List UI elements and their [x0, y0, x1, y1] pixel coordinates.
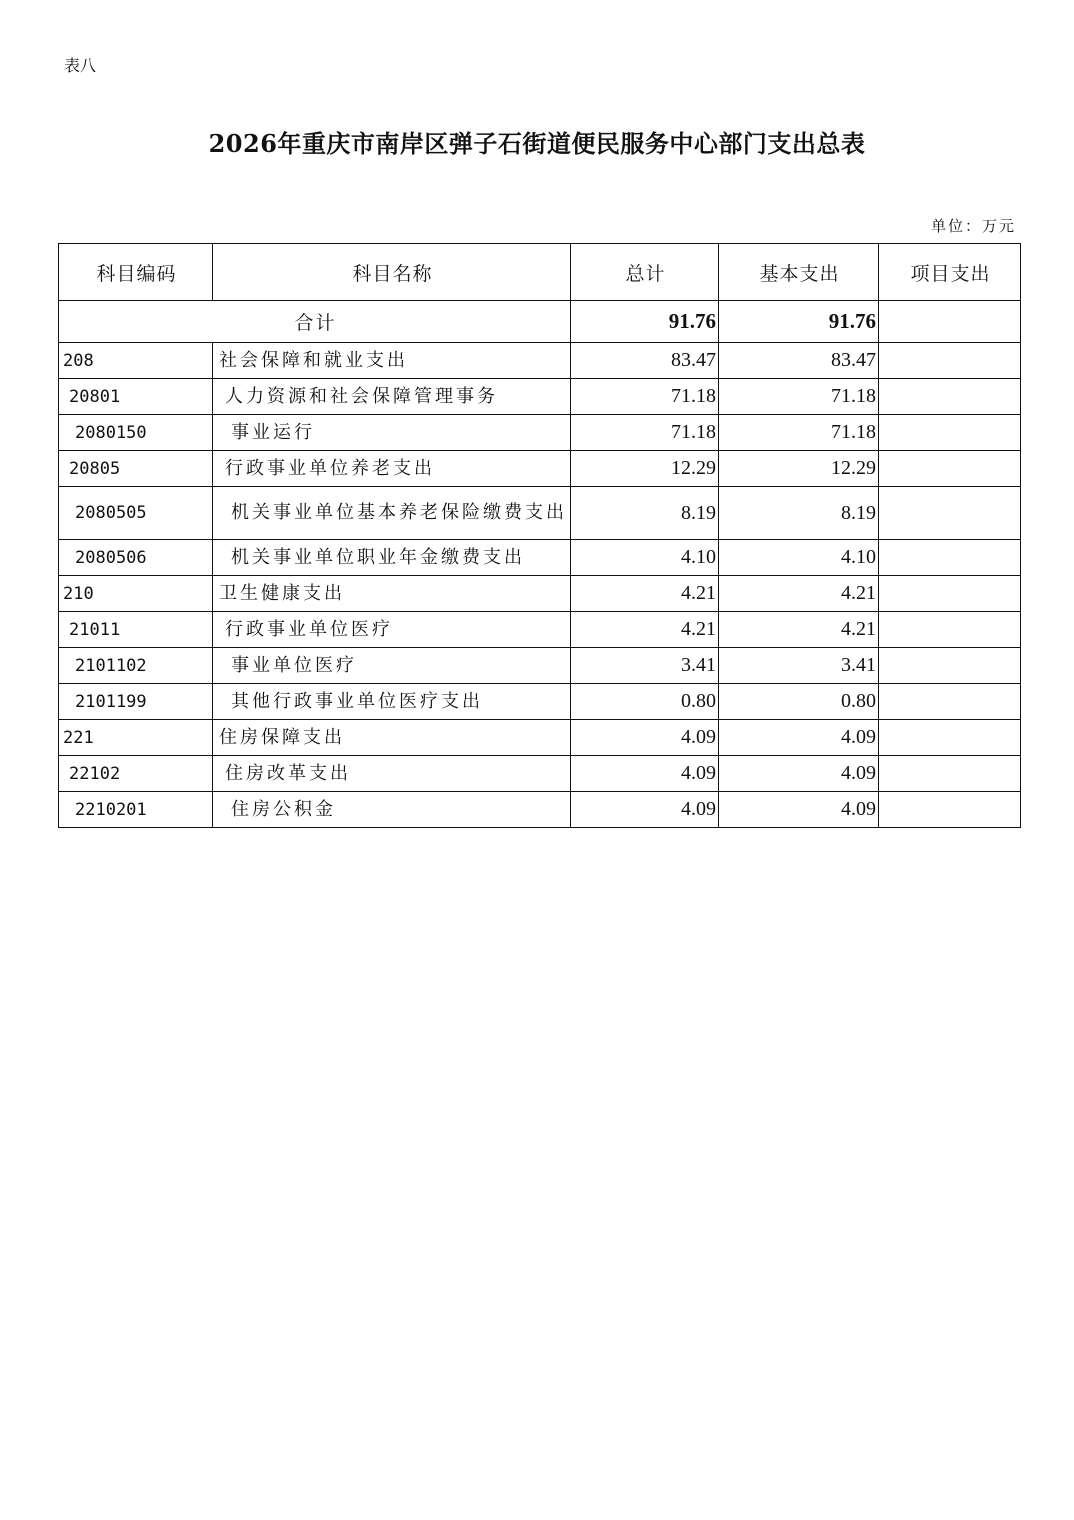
total-label: 合计 [59, 301, 571, 343]
header-subject-code: 科目编码 [59, 244, 213, 301]
subject-name-cell: 社会保障和就业支出 [213, 343, 571, 379]
subject-code-cell: 2210201 [59, 792, 213, 828]
subject-code-cell: 20801 [59, 379, 213, 415]
table-row [59, 684, 1021, 720]
subject-name-cell: 机关事业单位基本养老保险缴费支出 [213, 487, 571, 540]
total-cell: 3.41 [571, 648, 719, 684]
basic-expenditure-cell: 4.09 [719, 756, 879, 792]
total-cell: 71.18 [571, 415, 719, 451]
project-expenditure-cell [879, 451, 1021, 487]
project-expenditure-cell [879, 379, 1021, 415]
total-cell: 0.80 [571, 684, 719, 720]
subject-code-cell: 221 [59, 720, 213, 756]
total-cell: 4.21 [571, 612, 719, 648]
subject-code-cell: 2101199 [59, 684, 213, 720]
basic-expenditure-cell: 8.19 [719, 487, 879, 540]
table-row [59, 612, 1021, 648]
project-expenditure-cell [879, 684, 1021, 720]
project-expenditure-cell [879, 648, 1021, 684]
total-cell: 4.10 [571, 540, 719, 576]
subject-name-cell: 住房公积金 [213, 792, 571, 828]
table-row [59, 540, 1021, 576]
unit-label: 单位：万元 [930, 217, 1016, 235]
table-label: 表八 [64, 56, 97, 75]
table-row [59, 487, 1021, 540]
table-row [59, 379, 1021, 415]
table-row [59, 415, 1021, 451]
table-row [59, 720, 1021, 756]
subject-code-cell: 21011 [59, 612, 213, 648]
subject-name-cell: 行政事业单位养老支出 [213, 451, 571, 487]
basic-expenditure-cell: 71.18 [719, 415, 879, 451]
total-row [59, 301, 1021, 343]
total-cell: 4.21 [571, 576, 719, 612]
table-row [59, 576, 1021, 612]
total-basic: 91.76 [719, 301, 879, 343]
total-cell: 4.09 [571, 792, 719, 828]
total-sum: 91.76 [571, 301, 719, 343]
header-total: 总计 [571, 244, 719, 301]
subject-code-cell: 2080506 [59, 540, 213, 576]
subject-name-cell: 事业运行 [213, 415, 571, 451]
basic-expenditure-cell: 4.09 [719, 720, 879, 756]
subject-name-cell: 机关事业单位职业年金缴费支出 [213, 540, 571, 576]
project-expenditure-cell [879, 415, 1021, 451]
total-cell: 8.19 [571, 487, 719, 540]
subject-code-cell: 2080505 [59, 487, 213, 540]
page-title: 2026年重庆市南岸区弹子石街道便民服务中心部门支出总表 [208, 129, 866, 158]
project-expenditure-cell [879, 487, 1021, 540]
basic-expenditure-cell: 71.18 [719, 379, 879, 415]
project-expenditure-cell [879, 540, 1021, 576]
subject-name-cell: 住房改革支出 [213, 756, 571, 792]
basic-expenditure-cell: 4.10 [719, 540, 879, 576]
subject-name-cell: 住房保障支出 [213, 720, 571, 756]
basic-expenditure-cell: 4.09 [719, 792, 879, 828]
project-expenditure-cell [879, 576, 1021, 612]
header-subject-name: 科目名称 [213, 244, 571, 301]
table-row [59, 792, 1021, 828]
subject-code-cell: 22102 [59, 756, 213, 792]
subject-name-cell: 卫生健康支出 [213, 576, 571, 612]
project-expenditure-cell [879, 792, 1021, 828]
project-expenditure-cell [879, 720, 1021, 756]
project-expenditure-cell [879, 612, 1021, 648]
table-row [59, 756, 1021, 792]
table-body [59, 301, 1021, 828]
subject-code-cell: 208 [59, 343, 213, 379]
table-header-row [59, 244, 1021, 301]
subject-name-cell: 人力资源和社会保障管理事务 [213, 379, 571, 415]
total-cell: 4.09 [571, 720, 719, 756]
total-project [879, 301, 1021, 343]
basic-expenditure-cell: 3.41 [719, 648, 879, 684]
basic-expenditure-cell: 4.21 [719, 612, 879, 648]
basic-expenditure-cell: 4.21 [719, 576, 879, 612]
subject-name-cell: 行政事业单位医疗 [213, 612, 571, 648]
subject-name-cell: 事业单位医疗 [213, 648, 571, 684]
subject-code-cell: 210 [59, 576, 213, 612]
table-row [59, 343, 1021, 379]
project-expenditure-cell [879, 756, 1021, 792]
table-row [59, 648, 1021, 684]
subject-name-cell: 其他行政事业单位医疗支出 [213, 684, 571, 720]
header-project-expenditure: 项目支出 [879, 244, 1021, 301]
basic-expenditure-cell: 83.47 [719, 343, 879, 379]
total-cell: 4.09 [571, 756, 719, 792]
subject-code-cell: 2101102 [59, 648, 213, 684]
project-expenditure-cell [879, 343, 1021, 379]
basic-expenditure-cell: 12.29 [719, 451, 879, 487]
subject-code-cell: 20805 [59, 451, 213, 487]
header-basic-expenditure: 基本支出 [719, 244, 879, 301]
basic-expenditure-cell: 0.80 [719, 684, 879, 720]
table-row [59, 451, 1021, 487]
expenditure-table [58, 243, 1021, 828]
total-cell: 83.47 [571, 343, 719, 379]
total-cell: 71.18 [571, 379, 719, 415]
subject-code-cell: 2080150 [59, 415, 213, 451]
total-cell: 12.29 [571, 451, 719, 487]
